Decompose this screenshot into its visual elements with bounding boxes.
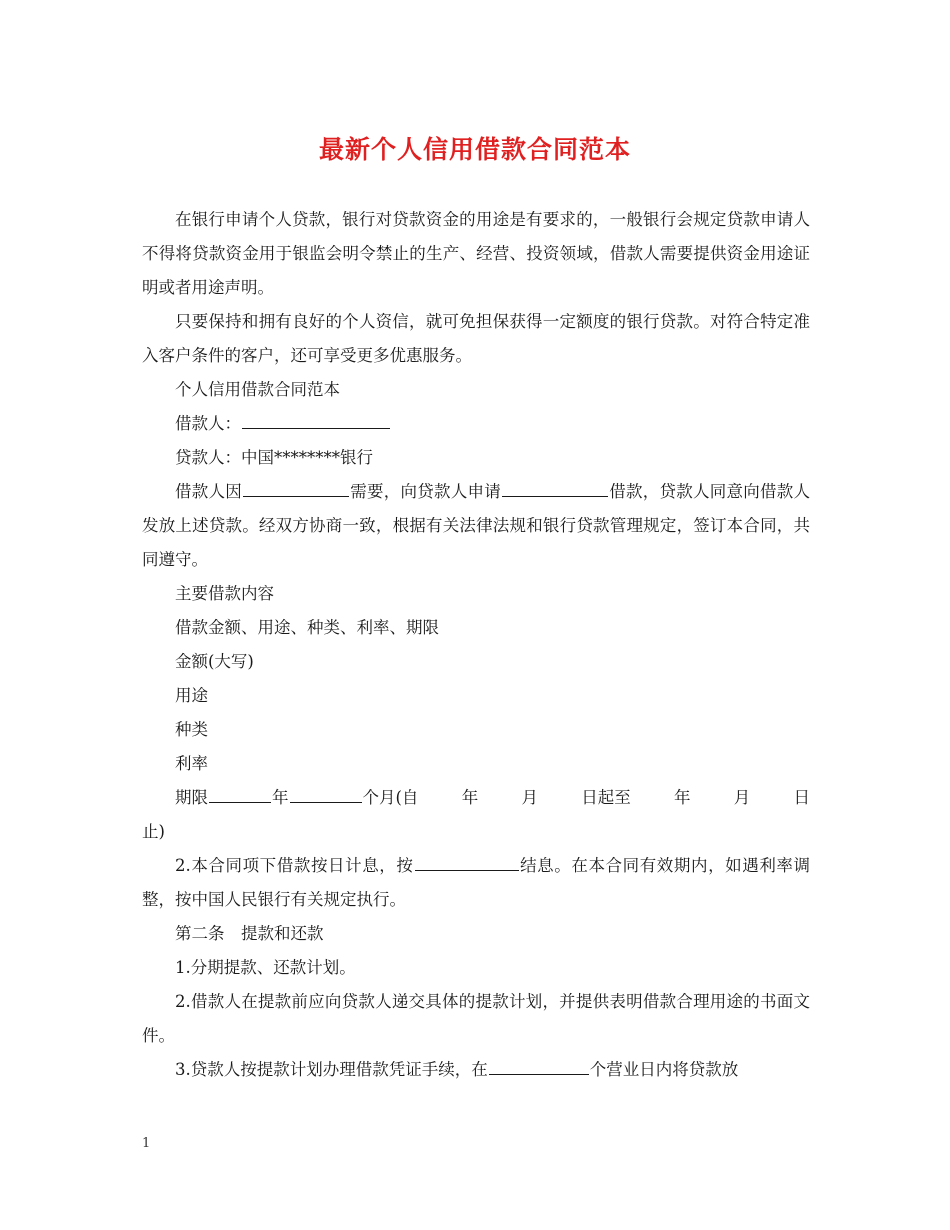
article-2-item-3-text-b: 个营业日内将贷款放 xyxy=(589,1060,739,1079)
purpose-line: 用途 xyxy=(175,686,208,705)
term-start-month: 月 xyxy=(521,788,538,807)
kind-line: 种类 xyxy=(175,720,208,739)
term-end-month: 月 xyxy=(733,788,751,807)
lender-line: 贷款人：中国********银行 xyxy=(175,448,373,467)
article-2-item-1: 1.分期提款、还款计划。 xyxy=(175,958,356,977)
article-2-item-2: 2.借款人在提款前应向贷款人递交具体的提款计划，并提供表明借款合理用途的书面文件。 xyxy=(142,992,810,1045)
term-start-day: 日起至 xyxy=(581,788,631,807)
document-body xyxy=(142,203,810,1087)
intro-paragraph-2: 只要保持和拥有良好的个人资信，就可免担保获得一定额度的银行贷款。对符合特定准入客户条件的客户，还可享受更多优惠服务。 xyxy=(142,312,810,365)
term-end-day: 日 xyxy=(793,788,810,807)
borrower-label: 借款人： xyxy=(175,414,241,433)
loan-blank xyxy=(502,495,608,497)
business-days-blank xyxy=(489,1073,589,1075)
preamble-text-b: 需要，向贷款人申请 xyxy=(350,482,501,501)
interest-blank xyxy=(415,869,519,871)
borrower-line xyxy=(142,407,810,441)
borrower-blank xyxy=(242,427,390,429)
contract-heading: 个人信用借款合同范本 xyxy=(175,380,340,399)
term-text-c: 个月(自 xyxy=(362,788,419,807)
page-number: 1 xyxy=(142,1136,151,1151)
term-months-blank xyxy=(290,801,362,803)
term-end-year: 年 xyxy=(673,788,691,807)
article-2-item-3 xyxy=(142,1053,810,1087)
preamble-text-a: 借款人因 xyxy=(175,482,242,501)
term-text-b: 年 xyxy=(272,788,289,807)
term-text-a: 期限 xyxy=(175,788,208,807)
term-end: 止) xyxy=(142,822,165,841)
need-blank xyxy=(243,495,349,497)
term-line xyxy=(142,781,810,815)
main-content-heading: 主要借款内容 xyxy=(175,584,274,603)
clause-2-paragraph xyxy=(142,849,810,917)
clause-2-text-b: 结息。在本合同有效期内，如遇利率调整，按中国人民银行有关规定执行。 xyxy=(142,856,811,909)
article-2-item-3-text-a: 3.贷款人按提款计划办理借款凭证手续，在 xyxy=(175,1060,488,1079)
preamble-paragraph xyxy=(142,475,810,577)
intro-paragraph-1: 在银行申请个人贷款，银行对贷款资金的用途是有要求的，一般银行会规定贷款申请人不得将贷款资金用于银监会明令禁止的生产、经营、投资领域，借款人需要提供资金用途证明或者用途声明。 xyxy=(142,210,810,297)
clause-2-text-a: 2.本合同项下借款按日计息，按 xyxy=(175,856,414,875)
term-years-blank xyxy=(209,801,271,803)
term-start-year: 年 xyxy=(461,788,479,807)
items-heading: 借款金额、用途、种类、利率、期限 xyxy=(175,618,439,637)
rate-line: 利率 xyxy=(175,754,208,773)
amount-line: 金额(大写) xyxy=(175,652,254,671)
article-2-heading: 第二条 提款和还款 xyxy=(175,924,324,943)
preamble-text-c: 借款，贷款人同意向借款人发放上述贷款。经双方协商一致，根据有关法律法规和银行贷款管理规定，签订本合同，共同遵守。 xyxy=(142,482,810,569)
term-label xyxy=(175,781,418,815)
document-title: 最新个人信用借款合同范本 xyxy=(318,135,631,164)
